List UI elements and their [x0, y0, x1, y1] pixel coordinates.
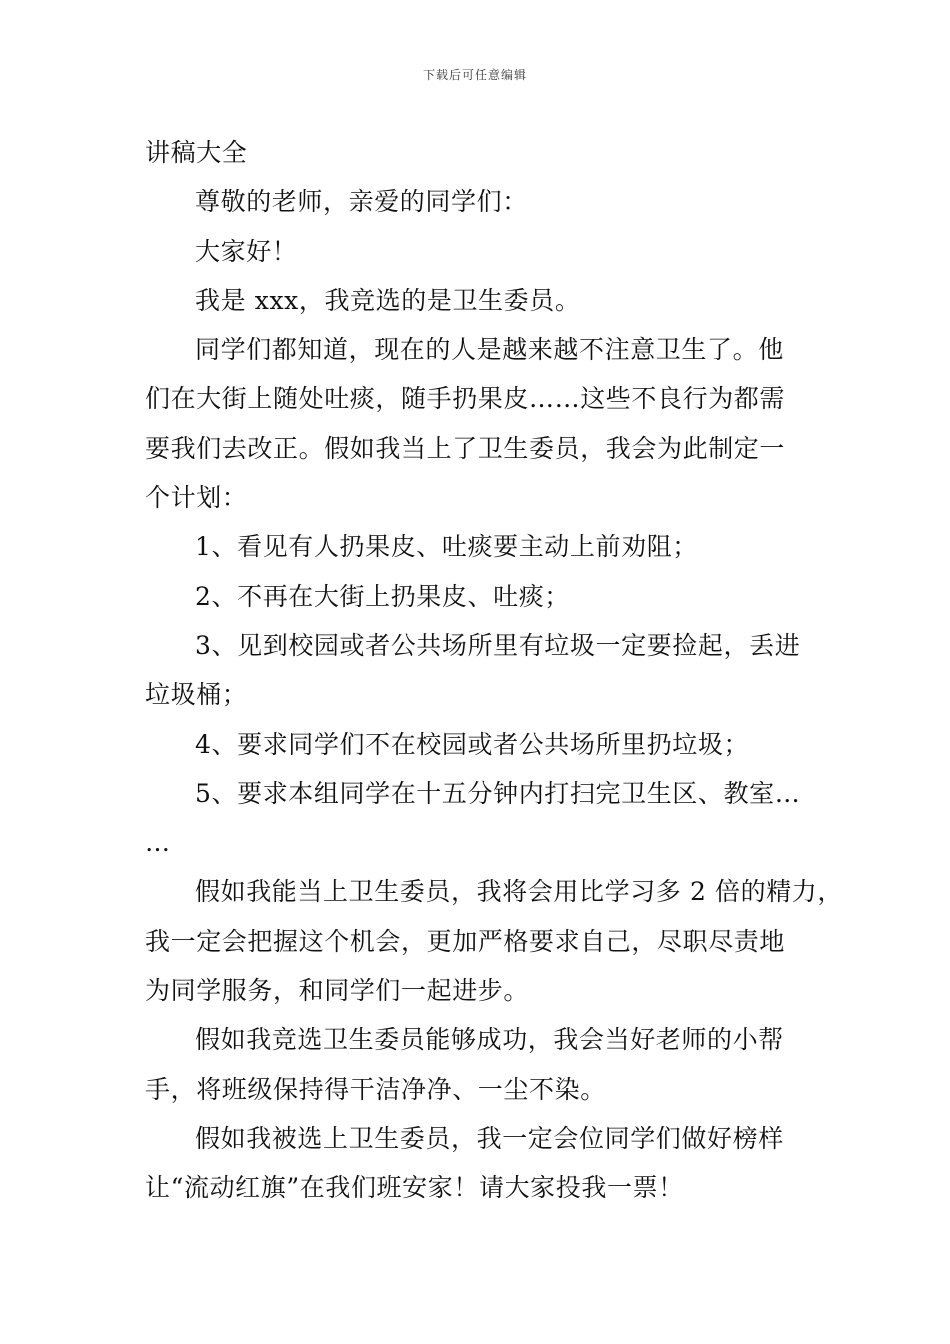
text-line: 我一定会把握这个机会，更加严格要求自己，尽职尽责地 [145, 926, 786, 956]
text-line: 假如我能当上卫生委员，我将会用比学习多 2 倍的精力， [195, 877, 844, 907]
list-item: 2、不再在大街上扔果皮、吐痰； [195, 581, 570, 611]
text-line: 手，将班级保持得干洁净净、一尘不染。 [145, 1074, 606, 1104]
list-item: 4、要求同学们不在校园或者公共场所里扔垃圾； [195, 729, 750, 759]
document-title: 讲稿大全 [145, 138, 248, 167]
text-line: … [145, 828, 171, 858]
document-body [145, 128, 844, 1213]
text-line: 要我们去改正。假如我当上了卫生委员，我会为此制定一 [145, 433, 786, 463]
text-line: 垃圾桶； [145, 680, 248, 710]
text-line: 假如我被选上卫生委员，我一定会位同学们做好榜样 [195, 1123, 784, 1153]
text-line: 尊敬的老师，亲爱的同学们： [195, 187, 528, 217]
text-line: 假如我竞选卫生委员能够成功，我会当好老师的小帮 [195, 1025, 784, 1055]
list-item: 5、要求本组同学在十五分钟内打扫完卫生区、教室… [195, 778, 801, 808]
text-line: 们在大街上随处吐痰，随手扔果皮……这些不良行为都需 [145, 384, 786, 414]
list-item: 3、见到校园或者公共场所里有垃圾一定要捡起，丢进 [195, 630, 801, 660]
text-line: 个计划： [145, 483, 248, 513]
text-line: 让“流动红旗”在我们班安家！请大家投我一票！ [145, 1173, 684, 1203]
text-line: 为同学服务，和同学们一起进步。 [145, 976, 530, 1006]
text-line: 同学们都知道，现在的人是越来越不注意卫生了。他 [195, 335, 784, 365]
text-line: 大家好！ [195, 236, 298, 266]
list-item: 1、看见有人扔果皮、吐痰要主动上前劝阻； [195, 532, 698, 562]
header-note: 下载后可任意编辑 [422, 68, 527, 82]
text-line: 我是 xxx，我竞选的是卫生委员。 [195, 285, 581, 315]
